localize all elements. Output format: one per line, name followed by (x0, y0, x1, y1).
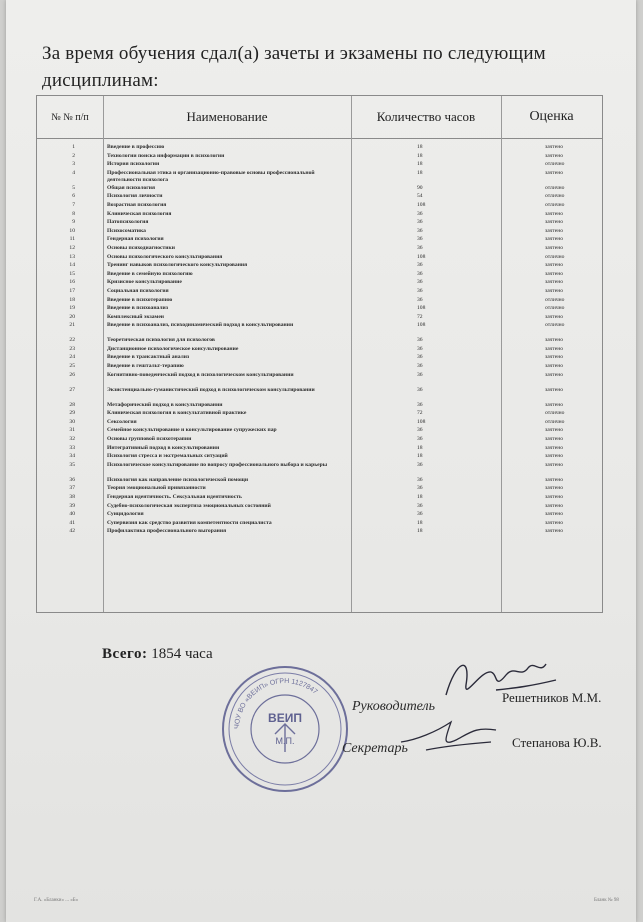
header-name: Наименование (186, 109, 268, 124)
row-number: 14 (69, 262, 75, 269)
row-hours: 36 (417, 227, 423, 234)
row-hours: 36 (417, 511, 423, 518)
row-discipline: Тренинг навыков психологического консультирования (107, 262, 248, 269)
row-grade: зачтено (545, 511, 563, 518)
row-grade: отлично (545, 161, 565, 168)
table-row (37, 387, 602, 402)
table-row (37, 427, 602, 436)
row-number: 12 (69, 244, 75, 251)
row-grade: зачтено (545, 436, 563, 443)
row-grade: зачтено (545, 519, 563, 526)
row-hours: 36 (417, 244, 423, 251)
stamp-center-text: ВЕИП (268, 711, 302, 725)
row-number: 31 (69, 427, 75, 434)
total-label: Всего: (102, 646, 148, 662)
row-grade: отлично (545, 305, 565, 312)
row-grade: зачтено (545, 528, 563, 535)
row-discipline: Комплексный экзамен (107, 313, 165, 320)
row-hours: 36 (417, 427, 423, 434)
row-grade: зачтено (545, 313, 563, 320)
table-row (37, 354, 602, 363)
footer-right: Бланк № 98 (594, 898, 619, 903)
row-discipline: Когнитивно-поведенческий подход в психологическом консультировании (107, 371, 294, 378)
row-hours: 18 (417, 144, 423, 150)
row-discipline: Технологии поиска информации в психологии (107, 152, 225, 159)
table-row (37, 161, 602, 170)
table-row (37, 372, 602, 387)
row-hours: 18 (417, 161, 423, 168)
diploma-supplement-page (6, 0, 636, 922)
row-discipline: Гендерная психология (107, 236, 164, 243)
row-discipline: Семейное консультирование и консультирование супружеских пар (107, 427, 277, 434)
row-discipline: Основы групповой психотерапии (107, 436, 192, 443)
row-discipline: Психологическое консультирование по вопросу профессионального выбора и карьеры (107, 461, 328, 468)
row-discipline: Психология как направление психологической помощи (107, 476, 249, 483)
row-grade: отлично (545, 410, 565, 417)
row-number: 32 (69, 436, 75, 443)
row-discipline: Клиническая психология в консультативной практике (107, 410, 247, 417)
row-discipline: Психология личности (107, 193, 163, 200)
row-hours: 18 (417, 453, 423, 460)
row-discipline: Общая психология (107, 184, 156, 191)
table-body (37, 144, 602, 537)
row-grade: зачтено (545, 287, 563, 294)
row-grade: отлично (545, 418, 565, 425)
row-grade: зачтено (545, 219, 563, 226)
row-hours: 108 (417, 305, 426, 312)
table-row (37, 202, 602, 211)
row-number: 11 (69, 236, 75, 243)
table-row (37, 314, 602, 323)
row-hours: 36 (417, 296, 423, 303)
row-discipline: Супервизия как средство развития компетентности специалиста (107, 519, 272, 526)
table-row (37, 322, 602, 337)
row-number: 17 (69, 287, 75, 294)
total-hours (102, 646, 213, 663)
head-signature-icon (436, 650, 566, 710)
row-hours: 36 (417, 363, 423, 370)
row-hours: 36 (417, 270, 423, 277)
table-row (37, 485, 602, 494)
row-number: 28 (69, 401, 75, 408)
row-discipline: Введение в профессию (107, 144, 165, 150)
row-grade: зачтено (545, 502, 563, 509)
disciplines-table (36, 95, 603, 613)
table-row (37, 462, 602, 477)
row-discipline: История психологии (107, 161, 160, 168)
row-grade: зачтено (545, 270, 563, 277)
row-grade: зачтено (545, 227, 563, 234)
secretary-signature-icon (396, 712, 506, 757)
table-row (37, 144, 602, 153)
table-header (37, 96, 602, 139)
row-number: 23 (69, 345, 75, 352)
row-hours: 36 (417, 210, 423, 217)
table-row (37, 211, 602, 220)
row-number: 41 (69, 519, 75, 526)
row-hours: 36 (417, 262, 423, 269)
row-discipline: Введение в психоанализ (107, 305, 169, 312)
row-grade: отлично (545, 322, 565, 329)
row-discipline: Интегративный подход в консультировании (107, 444, 220, 451)
secretary-name: Степанова Ю.В. (512, 735, 602, 750)
row-grade: зачтено (545, 169, 563, 176)
table-row (37, 185, 602, 194)
table-row (37, 288, 602, 297)
table-row (37, 170, 602, 185)
table-row (37, 262, 602, 271)
table-row (37, 193, 602, 202)
row-hours: 18 (417, 444, 423, 451)
table-row (37, 337, 602, 346)
row-grade: зачтено (545, 371, 563, 378)
row-grade: отлично (545, 184, 565, 191)
row-hours: 18 (417, 519, 423, 526)
page-heading: За время обучения сдал(а) зачеты и экзамены по следующим дисциплинам: (42, 43, 546, 91)
row-grade: отлично (545, 201, 565, 208)
row-hours: 36 (417, 279, 423, 286)
table-row (37, 528, 602, 537)
row-number: 6 (72, 193, 75, 200)
row-discipline: Клиническая психология (107, 210, 172, 217)
stamp-ring-text: ЧОУ ВО «ВЕИП» ОГРН 1127847 (233, 677, 319, 730)
row-number: 34 (69, 453, 75, 460)
table-row (37, 363, 602, 372)
row-number: 20 (69, 313, 75, 320)
row-hours: 36 (417, 287, 423, 294)
row-number: 8 (72, 210, 75, 217)
row-hours: 18 (417, 528, 423, 535)
row-number: 22 (69, 337, 75, 344)
row-grade: зачтено (545, 444, 563, 451)
row-number: 40 (69, 511, 75, 518)
head-role: Руководитель (352, 699, 436, 714)
row-grade: зачтено (545, 427, 563, 434)
row-hours: 36 (417, 476, 423, 483)
head-name: Решетников М.М. (502, 690, 602, 705)
row-hours: 108 (417, 253, 426, 260)
table-row (37, 297, 602, 306)
row-number: 4 (72, 169, 75, 176)
row-grade: зачтено (545, 494, 563, 500)
table-row (37, 445, 602, 454)
row-grade: отлично (545, 253, 565, 260)
table-row (37, 305, 602, 314)
row-hours: 90 (417, 184, 423, 191)
table-row (37, 402, 602, 411)
row-discipline: Судебно-психологическая экспертиза эмоциональных состояний (107, 502, 271, 509)
row-hours: 36 (417, 337, 423, 344)
row-hours: 36 (417, 401, 423, 408)
row-discipline: Теория эмоциональной привязанности (107, 485, 206, 492)
row-hours: 36 (417, 436, 423, 443)
footer-left: Г.А. «Бланки» ... «Б» (34, 898, 79, 903)
row-number: 19 (69, 305, 75, 312)
row-hours: 54 (417, 193, 423, 200)
row-grade: зачтено (545, 453, 563, 460)
row-number: 42 (69, 528, 75, 535)
row-hours: 36 (417, 502, 423, 509)
row-number: 24 (69, 354, 75, 361)
row-discipline: Социальная психология (107, 287, 169, 294)
table-row (37, 228, 602, 237)
row-number: 26 (69, 371, 75, 378)
row-hours: 18 (417, 169, 423, 176)
row-grade: зачтено (545, 461, 563, 468)
row-discipline: Введение в психоанализ, психодинамический подход в консультировании (107, 322, 294, 329)
row-number: 38 (69, 494, 75, 500)
row-grade: зачтено (545, 144, 563, 150)
secretary-role: Секретарь (342, 741, 408, 756)
row-discipline: Возрастная психология (107, 201, 167, 208)
header-hours: Количество часов (376, 109, 476, 124)
row-grade: зачтено (545, 279, 563, 286)
table-row (37, 410, 602, 419)
row-discipline: Введение в трансактный анализ (107, 354, 190, 361)
row-discipline: Экзистенциально-гуманистический подход в психологическом консультировании (107, 386, 315, 393)
row-discipline: Основы психодиагностики (107, 244, 175, 251)
row-hours: 36 (417, 236, 423, 243)
row-grade: зачтено (545, 210, 563, 217)
row-grade: зачтено (545, 152, 563, 159)
row-number: 21 (69, 322, 75, 329)
row-hours: 108 (417, 418, 426, 425)
row-hours: 18 (417, 152, 423, 159)
table-row (37, 494, 602, 503)
row-discipline: Введение в психотерапию (107, 296, 173, 303)
table-row (37, 254, 602, 263)
row-grade: зачтено (545, 401, 563, 408)
row-discipline: Психосоматика (107, 227, 146, 234)
row-hours: 36 (417, 219, 423, 226)
row-discipline: Профилактика профессионального выгорания (107, 528, 227, 535)
row-discipline: Основы психологического консультирования (107, 253, 223, 260)
row-number: 9 (72, 219, 75, 226)
table-row (37, 153, 602, 162)
row-hours: 36 (417, 485, 423, 492)
table-row (37, 453, 602, 462)
row-grade: отлично (545, 193, 565, 200)
row-discipline: Сексология (107, 418, 137, 425)
row-discipline: Теоретическая психология для психологов (107, 337, 215, 344)
row-hours: 36 (417, 371, 423, 378)
row-discipline: Психология стресса и экстремальных ситуаций (107, 453, 228, 460)
header-number: № № п/п (51, 111, 89, 123)
row-number: 35 (69, 461, 75, 468)
row-grade: зачтено (545, 236, 563, 243)
row-grade: зачтено (545, 337, 563, 344)
row-number: 15 (69, 270, 75, 277)
row-hours: 36 (417, 386, 423, 393)
row-number: 18 (69, 296, 75, 303)
row-discipline: Профессиональная этика и организационно-правовые основы профессиональной деятельности психолога (107, 169, 315, 183)
row-number: 36 (69, 476, 75, 483)
row-hours: 108 (417, 322, 426, 329)
row-number: 7 (72, 201, 75, 208)
row-grade: зачтено (545, 363, 563, 370)
table-row (37, 279, 602, 288)
row-number: 30 (69, 418, 75, 425)
row-number: 29 (69, 410, 75, 417)
table-row (37, 503, 602, 512)
row-discipline: Введение в гештальт-терапию (107, 363, 184, 370)
row-grade: зачтено (545, 476, 563, 483)
row-hours: 18 (417, 494, 423, 500)
stamp-sub-text: М.П. (275, 736, 295, 746)
header-grade: Оценка (529, 109, 574, 124)
row-number: 39 (69, 502, 75, 509)
row-hours: 72 (417, 313, 423, 320)
row-hours: 36 (417, 345, 423, 352)
row-discipline: Патопсихология (107, 219, 149, 226)
row-grade: зачтено (545, 354, 563, 361)
row-grade: зачтено (545, 244, 563, 251)
row-number: 3 (72, 161, 75, 168)
table-row (37, 271, 602, 280)
row-hours: 108 (417, 201, 426, 208)
row-discipline: Гендерная идентичность. Сексуальная идентичность (107, 494, 242, 500)
table-row (37, 219, 602, 228)
table-row (37, 245, 602, 254)
row-grade: зачтено (545, 386, 563, 393)
row-number: 16 (69, 279, 75, 286)
table-row (37, 436, 602, 445)
table-row (37, 511, 602, 520)
row-number: 1 (72, 144, 75, 150)
row-number: 10 (69, 227, 75, 234)
row-hours: 36 (417, 461, 423, 468)
row-number: 27 (69, 386, 75, 393)
row-hours: 36 (417, 354, 423, 361)
row-grade: зачтено (545, 345, 563, 352)
row-number: 5 (72, 184, 75, 191)
row-hours: 72 (417, 410, 423, 417)
row-number: 25 (69, 363, 75, 370)
row-discipline: Метафорический подход в консультировании (107, 401, 223, 408)
total-value: 1854 часа (151, 646, 213, 662)
row-discipline: Суицидология (107, 511, 144, 518)
row-grade: отлично (545, 296, 565, 303)
row-grade: зачтено (545, 485, 563, 492)
row-discipline: Введение в семейную психологию (107, 270, 193, 277)
table-row (37, 236, 602, 245)
row-number: 37 (69, 485, 75, 492)
official-stamp-icon (220, 664, 350, 794)
row-discipline: Кризисное консультирование (107, 279, 182, 286)
row-grade: зачтено (545, 262, 563, 269)
row-number: 2 (72, 152, 75, 159)
row-number: 13 (69, 253, 75, 260)
row-number: 33 (69, 444, 75, 451)
row-discipline: Дистанционное психологическое консультирование (107, 345, 239, 352)
